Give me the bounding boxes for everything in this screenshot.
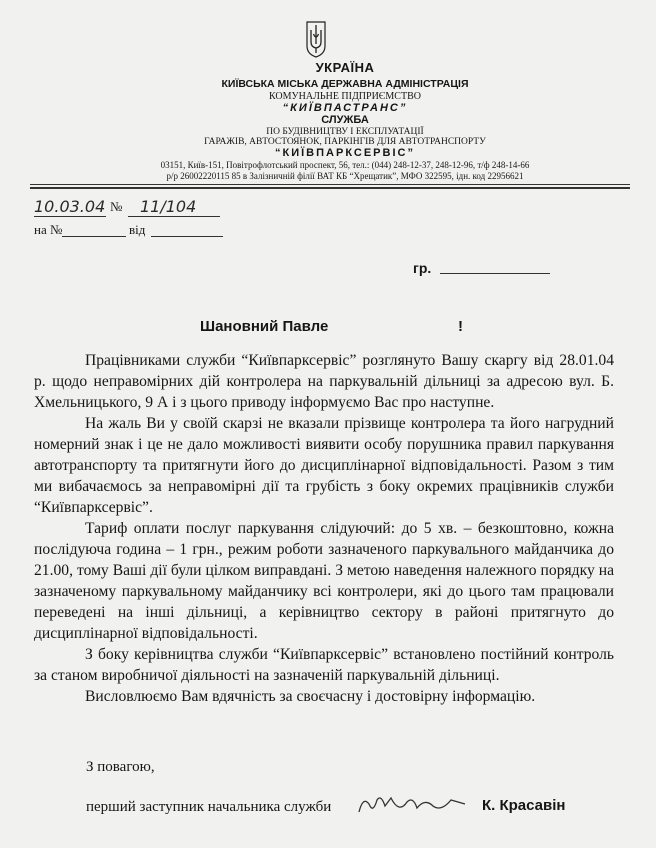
from-label: від: [129, 222, 146, 237]
letterhead-divider-thick: [30, 187, 630, 189]
reply-to-underline: [62, 236, 126, 237]
letterhead-service: СЛУЖБА: [321, 114, 369, 126]
recipient-underline: [440, 273, 550, 274]
handwritten-signature: [355, 792, 470, 818]
letterhead-service-name: “КИЇВПАРКСЕРВІС”: [275, 147, 415, 159]
letter-body: [34, 350, 614, 707]
number-underline: [128, 216, 220, 217]
paragraph: Тариф оплати послуг паркування слідуючий: до 5 хв. – безкоштовно, кожна послідуюча година – 1 грн., режим роботи зазначеного паркувального майданчика до 21.00, тому Ваші дії були цілком виправдані. З метою наведення належного порядку на зазначеному паркувальному майданчику всі контролери, які до цього там працювали переведені на інші дільниці, а керівництво сектору в районі притягнуто до дисциплінарної відповідальності.: [34, 520, 614, 642]
recipient: гр.: [413, 260, 432, 276]
outgoing-date: 10.03.04: [34, 197, 106, 216]
reply-to-label: на №: [34, 222, 63, 237]
closing: З повагою,: [86, 759, 155, 775]
paragraph: Висловлюємо Вам вдячність за своєчасну і достовірну інформацію.: [85, 688, 536, 705]
paragraph: Працівниками служби “Київпарксервіс” розглянуто Вашу скаргу від 28.01.04 р. щодо неправомірних дій контролера на паркувальній дільниці за адресою вул. Б. Хмельницького, 9 А і з цього приводу інформуємо Вас про наступне.: [34, 352, 614, 411]
letterhead-purpose: ПО БУДІВНИЦТВУ І ЕКСПЛУАТАЦІЇ: [266, 127, 424, 137]
signer-name: К. Красавін: [482, 797, 566, 814]
letterhead-bank-details: р/р 26002220115 85 в Залізничній філії ВАТ КБ “Хрещатик”, МФО 322595, ідн. код 22956621: [166, 171, 524, 181]
letterhead-divider: [30, 184, 630, 185]
letterhead-administration: КИЇВСЬКА МІСЬКА ДЕРЖАВНА АДМІНІСТРАЦІЯ: [221, 78, 469, 90]
coat-of-arms-icon: [305, 20, 327, 58]
letterhead-country: УКРАЇНА: [315, 60, 375, 75]
letterhead-address: 03151, Київ-151, Повітрофлотський проспект, 56, тел.: (044) 248-12-37, 248-12-96, т/ф 248-14-66: [160, 160, 530, 170]
salutation: Шановний Павле: [200, 318, 329, 335]
paragraph: З боку керівництва служби “Київпарксервіс” встановлено постійний контроль за станом виробничої діяльності на зазначеній паркувальній дільниці.: [34, 646, 614, 684]
letterhead-enterprise-type: КОМУНАЛЬНЕ ПІДПРИЄМСТВО: [269, 91, 421, 102]
letterhead-enterprise-name: “КИЇВПАСТРАНС”: [282, 102, 408, 114]
signer-title: перший заступник начальника служби: [86, 799, 332, 815]
outgoing-number: 11/104: [140, 197, 197, 216]
number-label: №: [110, 199, 123, 214]
date-underline: [34, 216, 106, 217]
letterhead-facilities: ГАРАЖІВ, АВТОСТОЯНОК, ПАРКІНГІВ ДЛЯ АВТОТРАНСПОРТУ: [204, 137, 486, 147]
paragraph: На жаль Ви у своїй скарзі не вказали прізвище контролера та його нагрудний номерний знак і це не дало можливості виявити особу порушника правил паркування автотранспорту та притягнути його до дисциплінарної відповідальності. Разом з тим ми вибачаємось за неправомірні дії та грубість з боку окремих працівників служби “Київпарксервіс”.: [34, 415, 614, 516]
salutation-end: !: [458, 318, 463, 335]
from-underline: [151, 236, 223, 237]
